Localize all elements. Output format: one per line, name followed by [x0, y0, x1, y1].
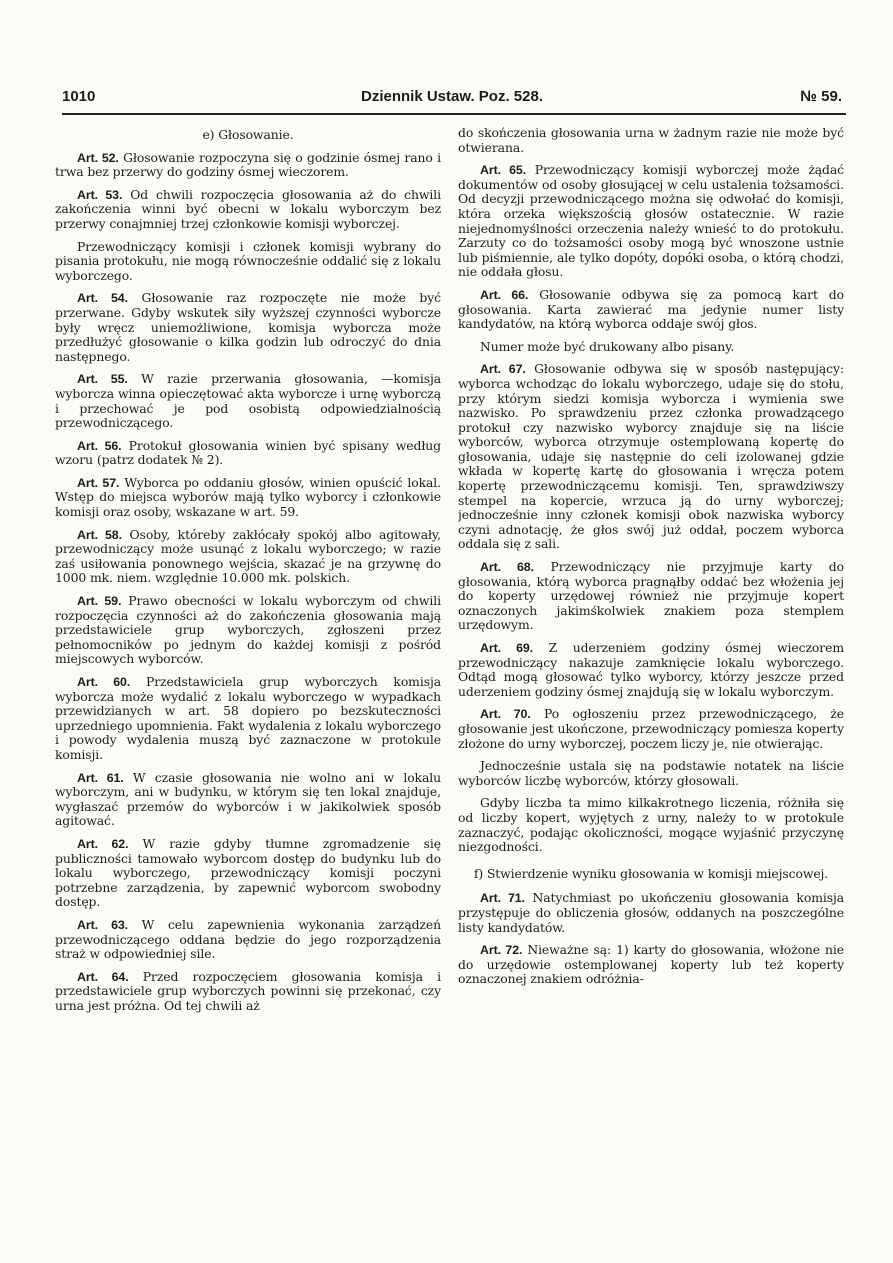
article-number: Art. 54. — [77, 291, 128, 306]
section-heading: e) Głosowanie. — [202, 127, 294, 142]
article-text: Od chwili rozpoczęcia głosowania aż do chwili zakończenia winni być obecni w lokalu wyborczym bez przerwy conajmniej trzej członkowie komisji wyborczej. — [55, 186, 441, 231]
article-number: Art. 60. — [77, 675, 131, 689]
article-text: Wyborca po oddaniu głosów, winien opuścić lokal. Wstęp do miejsca wyborów mają tylko wyborcy i członkowie komisji oraz osoby, wskazane w art. 59. — [55, 474, 441, 520]
article-paragraph — [458, 641, 844, 699]
article-number: Art. 68. — [480, 560, 534, 575]
article-text: Głosowanie rozpoczyna się o godzinie ósmej rano i trwa bez przerwy do godziny ósmej wieczorem. — [55, 149, 441, 180]
article-number: Art. 52. — [77, 150, 119, 165]
article-paragraph — [55, 837, 441, 910]
article-paragraph — [55, 918, 441, 962]
article-paragraph — [55, 476, 441, 520]
continued-text: do skończenia głosowania urna w żadnym razie nie może być otwierana. — [458, 126, 844, 155]
article-paragraph — [55, 970, 441, 1014]
article-text: Po ogłoszeniu przez przewodniczącego, że głosowanie jest ukończone, przewodniczący pomiesza koperty złożone do urny wyborczej, poczem liczy je, nie otwierając. — [458, 706, 844, 751]
article-text: Nieważne są: 1) karty do głosowania, włożone nie do urzędowie ostemplowanej koperty lub też koperty oznaczonej znakiem odróżnia- — [458, 942, 844, 987]
article-paragraph — [55, 372, 441, 430]
article-text: Przed rozpoczęciem głosowania komisja i przedstawiciele grup wyborczych powinni się przekonać, czy urna jest próżna. Od tej chwili aż — [55, 968, 441, 1013]
article-number: Art. 71. — [480, 891, 525, 906]
article-number: Art. 61. — [77, 770, 124, 785]
body-paragraph: Przewodniczący komisji i członek komisji wybrany do pisania protokułu, nie mogą równocześnie oddalić się z lokalu wyborczego. — [55, 238, 441, 283]
article-text: W razie przerwania głosowania, —komisja wyborcza winna opieczętować akta wyborcze i urnę wyborczą i przechować je pod osobistą odpowiedzialnością przewodniczącego. — [55, 371, 441, 431]
article-text: Głosowanie odbywa się w sposób następujący: wyborca wchodząc do lokalu wyborczego, udaje się do stołu, przy którym siedzi komisja wyborcza i wymienia swe nazwisko. Po sprawdzeniu przez członka prowadzącego protokuł czy nazwisko wyborcy znajduje się na liście wyborców, wyborca otrzymuje ostemplowaną kopertę do głosowania, udaje się następnie do celi izolowanej gdzie wkłada w kopertę kartę do głosowania i wręcza potem kopertę przewodniczącemu komisji. Ten, sprawdziwszy stempel na kopercie, wrzuca ją do urny wyborczej; jednocześnie inny członek komisji obok nazwiska wyborcy czyni adnotację, że głos swój już oddał, poczem wyborca oddala się z sali. — [458, 361, 844, 552]
body-paragraph: Jednocześnie ustala się na podstawie notatek na liście wyborców liczbę wyborców, którzy głosowali. — [458, 758, 844, 788]
article-text: W czasie głosowania nie wolno ani w lokalu wyborczym, ani w budynku, w którym się ten lokal znajduje, wygłaszać przemów do wyborców i w jakikolwiek sposób agitować. — [55, 769, 441, 829]
body-paragraph: Numer może być drukowany albo pisany. — [480, 338, 735, 354]
issue-number: № 59. — [800, 88, 842, 105]
article-text: Natychmiast po ukończeniu głosowania komisja przystępuje do obliczenia głosów, oddanych na poszczególne listy kandydatów. — [458, 890, 844, 935]
article-number: Art. 72. — [480, 943, 523, 958]
article-number: Art. 63. — [77, 917, 129, 932]
article-paragraph — [458, 560, 844, 633]
article-paragraph — [458, 707, 844, 751]
article-paragraph — [458, 891, 844, 935]
article-text: Prawo obecności w lokalu wyborczym od chwili rozpoczęcia czynności aż do zakończenia głosowania mają przedstawiciele grup wyborczych, zgłoszeni przez pełnomocników po jednym do każdej komisji z pośród miejscowych wyborców. — [55, 593, 441, 667]
article-text: W celu zapewnienia wykonania zarządzeń przewodniczącego oddana będzie do jego rozporządzenia straż w odpowiedniej sile. — [55, 916, 441, 962]
article-text: Z uderzeniem godziny ósmej wieczorem przewodniczący nakazuje zamknięcie lokalu wyborczego. Odtąd mogą głosować tylko wyborcy, którzy jeszcze przed uderzeniem godziny ósmej znajdują się w lokalu wyborczym. — [458, 640, 844, 699]
article-paragraph — [55, 528, 441, 586]
article-paragraph — [55, 439, 441, 468]
article-number: Art. 53. — [77, 187, 123, 202]
article-number: Art. 56. — [77, 438, 122, 453]
article-text: Przewodniczący nie przyjmuje karty do głosowania, którą wyborca pragnąłby oddać bez włożenia jej do koperty urzędowej również nie przyjmuje kopert oznaczonych jakimśkolwiek znakiem poza stemplem urzędowym. — [458, 559, 844, 633]
page-number: 1010 — [62, 88, 96, 105]
article-text: Przedstawiciela grup wyborczych komisja wyborcza może wydalić z lokalu wyborczego w wypadkach przewidzianych w art. 58 dopiero po bezskuteczności uprzedniego upomnienia. Fakt wydalenia z lokalu wyborczego i powody wydalenia muszą być zaznaczone w protokule komisji. — [55, 674, 441, 762]
article-paragraph — [458, 943, 844, 987]
article-number: Art. 70. — [480, 707, 531, 722]
article-number: Art. 55. — [77, 372, 128, 387]
article-text: Przewodniczący komisji wyborczej może żądać dokumentów od osoby głosującej w celu ustalenia tożsamości. Od decyzji przewodniczącego można się odwołać do komisji, która orzeka większością głosów ostatecznie. W razie niejednomyślności orzeczenia należy wnieść to do protokułu. Zarzuty co do tożsamości osoby mogą być wnoszone ustnie lub piśmiennie, ale tylko dopóty, dopóki osoba, o którą chodzi, nie oddała głosu. — [458, 162, 844, 280]
article-number: Art. 59. — [77, 594, 122, 609]
article-paragraph — [458, 288, 844, 332]
article-number: Art. 64. — [77, 969, 129, 984]
page-header — [62, 88, 842, 112]
article-number: Art. 57. — [77, 475, 120, 490]
article-number: Art. 65. — [480, 163, 527, 178]
section-heading: f) Stwierdzenie wyniku głosowania w komisji miejscowej. — [473, 865, 829, 881]
right-column — [458, 126, 844, 1186]
article-text: Osoby, któreby zakłócały spokój albo agitowały, przewodniczący może usunąć z lokalu wyborczego; w razie zaś usiłowania ponownego wejścia, skazać je na grzywnę do 1000 mk. niem. względnie 10.000 mk. polskich. — [55, 526, 441, 586]
article-paragraph — [55, 594, 441, 667]
article-number: Art. 62. — [77, 836, 129, 851]
header-rule — [62, 113, 846, 115]
article-paragraph — [458, 163, 844, 280]
body-paragraph: Gdyby liczba ta mimo kilkakrotnego liczenia, różniła się od liczby kopert, wyjętych z urny, należy to w protokule zaznaczyć, podając okoliczności, mogące wyjaśnić przyczynę niezgodności. — [458, 795, 844, 855]
article-number: Art. 69. — [480, 641, 533, 655]
article-paragraph — [458, 362, 844, 552]
article-number: Art. 58. — [77, 527, 122, 542]
article-paragraph — [55, 771, 441, 829]
article-paragraph — [55, 151, 441, 180]
article-number: Art. 66. — [480, 287, 529, 302]
left-column — [55, 126, 441, 1186]
journal-title: Dziennik Ustaw. Poz. 528. — [361, 88, 543, 105]
article-paragraph — [55, 291, 441, 364]
article-text: Głosowanie raz rozpoczęte nie może być przerwane. Gdyby wskutek siły wyższej czynności wyborcze były wręcz uniemożliwione, komisja wyborcza może przedłużyć głosowanie o kilka godzin lub odroczyć do dnia następnego. — [55, 290, 441, 364]
article-number: Art. 67. — [480, 362, 526, 377]
article-text: Protokuł głosowania winien być spisany według wzoru (patrz dodatek № 2). — [55, 437, 441, 468]
article-paragraph — [55, 675, 441, 763]
article-paragraph — [55, 188, 441, 232]
article-text: Głosowanie odbywa się za pomocą kart do głosowania. Karta zawierać ma jedynie numer listy kandydatów, na którą wyborca oddaje swój głos. — [458, 286, 844, 332]
article-text: W razie gdyby tłumne zgromadzenie się publiczności tamowało wyborcom dostęp do budynku lub do lokalu wyborczego, przewodniczący komisji poczyni potrzebne zarządzenia, by zapewnić wyborcom swobodny dostęp. — [55, 835, 441, 910]
